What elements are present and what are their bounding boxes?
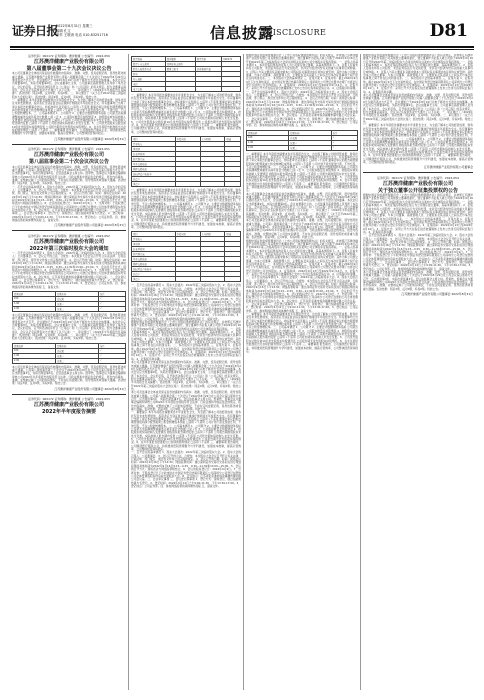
table-header-cell: 备注 bbox=[331, 130, 357, 135]
table-cell: √ bbox=[331, 140, 357, 145]
newspaper-logo: 证券日报 bbox=[12, 24, 59, 38]
masthead-rule-thin bbox=[10, 49, 474, 50]
table-cell: 扣非净利润 bbox=[132, 247, 176, 252]
table-cell: 净利润 bbox=[132, 147, 176, 152]
column-4 bbox=[363, 54, 473, 690]
table-header-cell: 提案名称 bbox=[56, 291, 99, 296]
notice-code-line: 证券代码：002172 证券简称：澳洋健康 公告编号：2022-051 bbox=[28, 147, 110, 152]
notice-body: 本公司及监事会全体成员保证信息披露的内容真实、准确、完整，没有虚假记载、误导性陈述或重大遗漏。公司第八届监事会第二十次会议于2022年8月29日在公司会议室以现场方式召开，应出席监事3名，实际出席监事3名。会议由监事会主席主持。经审核，监事会认为董事会编制和审核公司2022年半年度报告的程序符合法律、行政法规和中国证监会的规定，报告内容真实、准确、完整地反映了公司的实际情况，不存在任何虚假记载、误导性陈述或者重大遗漏。表决结果：同意3票，反对0票，弃权0票。特此公告。 bbox=[12, 164, 126, 186]
company-profile-table bbox=[131, 56, 241, 92]
proposal-table bbox=[246, 130, 358, 151]
table-cell: 100 bbox=[13, 296, 56, 301]
report-body: 一、重要提示 本半年度报告摘要来自半年度报告全文，为全面了解本公司的经营成果、财务状况及未来发展规划，投资者应当到证监会指定媒体仔细阅读半年度报告全文。所有董事均已出席了审议本报告的董事会会议。非标准审计意见提示 □适用 √不适用 董事会审议的报告期普通股利润分配预案或公积金转增股本预案 □适用 √不适用 公司计划不派发现金红利，不送红股，不以公积金转增股本。二、公司基本情况 1、公司简介 2、主要会计数据和财务指标 公司是否需追溯调整或重述以前年度会计数据 □是 √否 3、公司股东数量及持股情况 4、控股股东或实际控制人变更情况 控股股东报告期内变更 □适用 √不适用 公司报告期控股股东未发生变更。实际控制人报告期内变更 □适用 √不适用 公司报告期实际控制人未发生变更。5、公司优先股股东总数及前10名优先股股东持股情况表 公司报告期无优先股股东持股情况。6、在半年度报告批准报出日存续的债券情况 □适用 √不适用 三、重要事项 报告期内，公司围绕医疗服务主业，持续推进医院管理提升与学科建设，加强成本控制，提高运营效率，公司整体经营保持稳定。 bbox=[246, 312, 358, 353]
column-divider bbox=[128, 54, 129, 690]
table-cell: 总议案 bbox=[56, 296, 99, 301]
notice-signature: 江苏澳洋健康产业股份有限公司董事会 2022年8月31日 bbox=[54, 386, 126, 391]
table-cell: 1.00 bbox=[13, 301, 56, 306]
notice-heading: 2022年半年度报告摘要 bbox=[42, 408, 96, 415]
report-body: 一、重要提示 本半年度报告摘要来自半年度报告全文，为全面了解本公司的经营成果、财务状况及未来发展规划，投资者应当到证监会指定媒体仔细阅读半年度报告全文。所有董事均已出席了审议本报告的董事会会议。非标准审计意见提示 □适用 √不适用 董事会审议的报告期普通股利润分配预案或公积金转增股本预案 □适用 √不适用 公司计划不派发现金红利，不送红股，不以公积金转增股本。二、公司基本情况 1、公司简介 2、主要会计数据和财务指标 公司是否需追溯调整或重述以前年度会计数据 □是 √否 3、公司股东数量及持股情况 4、控股股东或实际控制人变更情况 控股股东报告期内变更 □适用 √不适用 公司报告期控股股东未发生变更。实际控制人报告期内变更 □适用 √不适用 公司报告期实际控制人未发生变更。5、公司优先股股东总数及前10名优先股股东持股情况表 公司报告期无优先股股东持股情况。6、在半年度报告批准报出日存续的债券情况 □适用 √不适用 三、重要事项 报告期内，公司围绕医疗服务主业，持续推进医院管理提升与学科建设，加强成本控制，提高运营效率，公司整体经营保持稳定。 bbox=[131, 410, 241, 452]
report-body: 根据中国证券监督管理委员会《上市公司股权激励管理办法》的有关规定，并按照江苏澳洋健康产业股份有限公司其他独立董事的委托，独立董事作为征集人就公司拟于2022年9月16日召开的2022年第三次临时股东大会审议的相关议案向公司全体股东征集投票权。一、征集人的基本情况 1、本次征集投票权的征集人为公司现任独立董事，其基本情况如下。2、征集人目前未持有公司股份，未因证券违法行为受到处罚，未涉及与经济纠纷有关的重大民事诉讼或仲裁。3、征集人与其主要直系亲属未就本公司股权有关事项达成任何协议或安排；其作为本公司独立董事，与本公司董事、高级管理人员、主要股东及其关联人之间以及与本次征集事项之间不存在任何利害关系。二、本次股东大会的基本情况 三、征集方案 1、征集对象：截止2022年9月9日下午交易结束后，在中国证券登记结算有限责任公司深圳分公司登记在册并办理了出席会议登记手续的公司全体股东。2、征集时间：2022年9月13日至2022年9月14日。3、征集方式：采用公开方式在指定信息披露媒体上发布公告进行投票权征集行动。4、征集程序和步骤。 bbox=[246, 54, 358, 91]
report-body: 一、重要提示 本半年度报告摘要来自半年度报告全文，为全面了解本公司的经营成果、财务状况及未来发展规划，投资者应当到证监会指定媒体仔细阅读半年度报告全文。所有董事均已出席了审议本报告的董事会会议。非标准审计意见提示 □适用 √不适用 董事会审议的报告期普通股利润分配预案或公积金转增股本预案 □适用 √不适用 公司计划不派发现金红利，不送红股，不以公积金转增股本。二、公司基本情况 1、公司简介 2、主要会计数据和财务指标 公司是否需追溯调整或重述以前年度会计数据 □是 √否 3、公司股东数量及持股情况 4、控股股东或实际控制人变更情况 控股股东报告期内变更 □适用 √不适用 公司报告期控股股东未发生变更。实际控制人报告期内变更 □适用 √不适用 公司报告期实际控制人未发生变更。5、公司优先股股东总数及前10名优先股股东持股情况表 公司报告期无优先股股东持股情况。6、在半年度报告批准报出日存续的债券情况 □适用 √不适用 三、重要事项 报告期内，公司围绕医疗服务主业，持续推进医院管理提升与学科建设，加强成本控制，提高运营效率，公司整体经营保持稳定。 bbox=[131, 93, 241, 134]
notice-code-line: 证券代码：002172 证券简称：澳洋健康 公告编号：2022-050 bbox=[28, 54, 110, 58]
table-row bbox=[13, 358, 126, 363]
report-body: 根据中国证券监督管理委员会《上市公司股权激励管理办法》的有关规定，并按照江苏澳洋健康产业股份有限公司其他独立董事的委托，独立董事作为征集人就公司拟于2022年9月16日召开的2022年第三次临时股东大会审议的相关议案向公司全体股东征集投票权。一、征集人的基本情况 1、本次征集投票权的征集人为公司现任独立董事，其基本情况如下。2、征集人目前未持有公司股份，未因证券违法行为受到处罚，未涉及与经济纠纷有关的重大民事诉讼或仲裁。3、征集人与其主要直系亲属未就本公司股权有关事项达成任何协议或安排；其作为本公司独立董事，与本公司董事、高级管理人员、主要股东及其关联人之间以及与本次征集事项之间不存在任何利害关系。二、本次股东大会的基本情况 三、征集方案 1、征集对象：截止2022年9月9日下午交易结束后，在中国证券登记结算有限责任公司深圳分公司登记在册并办理了出席会议登记手续的公司全体股东。2、征集时间：2022年9月13日至2022年9月14日。3、征集方式：采用公开方式在指定信息披露媒体上发布公告进行投票权征集行动。4、征集程序和步骤。 bbox=[363, 54, 473, 94]
table-cell: 净利润 bbox=[132, 242, 176, 247]
column-1 bbox=[12, 54, 126, 690]
notice-body: 一、召开会议的基本情况 1、股东大会届次：2022年第三次临时股东大会。2、股东大会的召集人：公司董事会。3、会议召开的合法、合规性：本次股东大会会议召开符合有关法律、行政法规、部门规章、规范性文件和公司章程的规定。4、会议召开的日期、时间：现场会议时间：2022年9月16日下午14:30；网络投票时间：通过深圳证券交易所交易系统进行网络投票的具体时间为2022年9月16日9:15—9:25，9:30—11:30和13:00—15:00。5、会议的召开方式：现场表决与网络投票相结合。6、会议的股权登记日：2022年9月9日。7、出席对象：于股权登记日下午收市时在中国证券登记结算有限责任公司深圳分公司登记在册的公司全体普通股股东均有权出席股东大会。8、会议地点：江苏省张家港市杨舍镇塘市镇中路公司会议室。二、会议审议事项 三、会议登记等事项 1、登记方式：现场登记、通过信函或传真方式登记。2、登记时间：2022年9月14日上午9:00-11:30，下午13:30-17:00。3、登记地点：公司证券部。四、参加网络投票的具体操作流程 五、备查文件。 bbox=[363, 233, 473, 271]
masthead-meta bbox=[56, 24, 108, 38]
report-body: 一、召开会议的基本情况 1、股东大会届次：2022年第三次临时股东大会。2、股东大会的召集人：公司董事会。3、会议召开的合法、合规性：本次股东大会会议召开符合有关法律、行政法规、部门规章、规范性文件和公司章程的规定。4、会议召开的日期、时间：现场会议时间：2022年9月16日下午14:30；网络投票时间：通过深圳证券交易所交易系统进行网络投票的具体时间为2022年9月16日9:15—9:25，9:30—11:30和13:00—15:00。5、会议的召开方式：现场表决与网络投票相结合。6、会议的股权登记日：2022年9月9日。7、出席对象：于股权登记日下午收市时在中国证券登记结算有限责任公司深圳分公司登记在册的公司全体普通股股东均有权出席股东大会。8、会议地点：江苏省张家港市杨舍镇塘市镇中路公司会议室。二、会议审议事项 三、会议登记等事项 1、登记方式：现场登记、通过信函或传真方式登记。2、登记时间：2022年9月14日上午9:00-11:30，下午13:30-17:00。3、登记地点：公司证券部。四、参加网络投票的具体操作流程 五、备查文件。 bbox=[246, 275, 358, 313]
table-cell: 经营现金流 bbox=[132, 252, 176, 257]
table-cell: 议案二 bbox=[56, 358, 99, 363]
proposal-table bbox=[12, 343, 126, 364]
table-header-cell: 项目 bbox=[132, 137, 176, 142]
table-cell: 总议案 bbox=[56, 348, 99, 353]
table-header-cell: 增减 bbox=[225, 137, 241, 142]
table-header-cell: 本报告期 bbox=[175, 232, 200, 237]
notice-board-resolution bbox=[12, 54, 126, 141]
notice-code-line: 证券代码：002172 证券简称：澳洋健康 公告编号：2022-054 bbox=[377, 175, 459, 180]
table-cell: √ bbox=[99, 353, 126, 358]
table-cell bbox=[200, 277, 225, 282]
table-cell: 证券事务代表 bbox=[195, 67, 222, 72]
table-cell: √ bbox=[99, 306, 126, 311]
table-cell: √ bbox=[99, 296, 126, 301]
notice-body: 本公司及监事会全体成员保证信息披露的内容真实、准确、完整，没有虚假记载、误导性陈述或重大遗漏。公司第八届监事会第二十次会议于2022年8月29日在公司会议室以现场方式召开，应出席监事3名，实际出席监事3名。会议由监事会主席主持。经审核，监事会认为董事会编制和审核公司2022年半年度报告的程序符合法律、行政法规和中国证监会的规定，报告内容真实、准确、完整地反映了公司的实际情况，不存在任何虚假记载、误导性陈述或者重大遗漏。表决结果：同意3票，反对0票，弃权0票。特此公告。 bbox=[363, 270, 473, 291]
notice-body: 一、召开会议的基本情况 1、股东大会届次：2022年第三次临时股东大会。2、股东大会的召集人：公司董事会。3、会议召开的合法、合规性：本次股东大会会议召开符合有关法律、行政法规、部门规章、规范性文件和公司章程的规定。4、会议召开的日期、时间：现场会议时间：2022年9月16日下午14:30；网络投票时间：通过深圳证券交易所交易系统进行网络投票的具体时间为2022年9月16日9:15—9:25，9:30—11:30和13:00—15:00。5、会议的召开方式：现场表决与网络投票相结合。6、会议的股权登记日：2022年9月9日。7、出席对象：于股权登记日下午收市时在中国证券登记结算有限责任公司深圳分公司登记在册的公司全体普通股股东均有权出席股东大会。8、会议地点：江苏省张家港市杨舍镇塘市镇中路公司会议室。二、会议审议事项 三、会议登记等事项 1、登记方式：现场登记、通过信函或传真方式登记。2、登记时间：2022年9月14日上午9:00-11:30，下午13:30-17:00。3、登记地点：公司证券部。四、参加网络投票的具体操作流程 五、备查文件。 bbox=[12, 184, 126, 222]
table-cell: 姓名 bbox=[132, 72, 166, 77]
table-row bbox=[132, 277, 241, 282]
table-cell: 加权净资产收益率 bbox=[132, 267, 176, 272]
table-cell: 营业收入 bbox=[132, 142, 176, 147]
table-cell: 2.00 bbox=[13, 306, 56, 311]
table-cell: 净资产 bbox=[132, 182, 176, 187]
table-header-cell: 提案名称 bbox=[56, 343, 99, 348]
issue-date: 2022年8月31日 星期三 bbox=[56, 24, 93, 28]
table-cell: 净资产 bbox=[132, 277, 176, 282]
notice-proxy-solicitation bbox=[363, 176, 473, 296]
table-cell bbox=[195, 87, 222, 92]
column-2 bbox=[131, 54, 241, 690]
masthead-rule bbox=[10, 46, 474, 48]
table-cell: 1.00 bbox=[13, 353, 56, 358]
table-cell: 总资产 bbox=[132, 177, 176, 182]
table-header-cell: 提案名称 bbox=[289, 130, 331, 135]
table-cell: 经营现金流 bbox=[132, 157, 176, 162]
divider bbox=[12, 230, 126, 231]
financial-data-table bbox=[131, 136, 241, 187]
table-header-cell: 澳洋健康 bbox=[165, 57, 195, 62]
table-cell bbox=[225, 182, 241, 187]
table-cell: 电话 bbox=[132, 82, 166, 87]
table-cell: 议案二 bbox=[56, 306, 99, 311]
table-cell bbox=[165, 87, 195, 92]
notice-body: 一、召开会议的基本情况 1、股东大会届次：2022年第三次临时股东大会。2、股东大会的召集人：公司董事会。3、会议召开的合法、合规性：本次股东大会会议召开符合有关法律、行政法规、部门规章、规范性文件和公司章程的规定。4、会议召开的日期、时间：现场会议时间：2022年9月16日下午14:30；网络投票时间：通过深圳证券交易所交易系统进行网络投票的具体时间为2022年9月16日9:15—9:25，9:30—11:30和13:00—15:00。5、会议的召开方式：现场表决与网络投票相结合。6、会议的股权登记日：2022年9月9日。7、出席对象：于股权登记日下午收市时在中国证券登记结算有限责任公司深圳分公司登记在册的公司全体普通股股东均有权出席股东大会。8、会议地点：江苏省张家港市杨舍镇塘市镇中路公司会议室。二、会议审议事项 三、会议登记等事项 1、登记方式：现场登记、通过信函或传真方式登记。2、登记时间：2022年9月14日上午9:00-11:30，下午13:30-17:00。3、登记地点：公司证券部。四、参加网络投票的具体操作流程 五、备查文件。 bbox=[12, 251, 126, 289]
table-header-cell: 提案编码 bbox=[247, 130, 289, 135]
table-header-cell: 上年同期 bbox=[200, 232, 225, 237]
table-cell: 基本每股收益 bbox=[132, 162, 176, 167]
table-cell: 加权净资产收益率 bbox=[132, 172, 176, 177]
table-header-cell: 上年同期 bbox=[200, 137, 225, 142]
table-cell: 稀释每股收益 bbox=[132, 262, 176, 267]
table-cell: √ bbox=[99, 301, 126, 306]
table-cell bbox=[175, 182, 200, 187]
table-cell: 2.00 bbox=[247, 145, 289, 150]
table-header-cell: 本报告期 bbox=[175, 137, 200, 142]
notice-company: 江苏澳洋健康产业股份有限公司 bbox=[33, 152, 104, 159]
table-cell: 100 bbox=[13, 348, 56, 353]
notice-company: 江苏澳洋健康产业股份有限公司 bbox=[33, 238, 104, 245]
table-cell bbox=[222, 87, 241, 92]
report-body: 根据中国证券监督管理委员会《上市公司股权激励管理办法》的有关规定，并按照江苏澳洋健康产业股份有限公司其他独立董事的委托，独立董事作为征集人就公司拟于2022年9月16日召开的2022年第三次临时股东大会审议的相关议案向公司全体股东征集投票权。一、征集人的基本情况 1、本次征集投票权的征集人为公司现任独立董事，其基本情况如下。2、征集人目前未持有公司股份，未因证券违法行为受到处罚，未涉及与经济纠纷有关的重大民事诉讼或仲裁。3、征集人与其主要直系亲属未就本公司股权有关事项达成任何协议或安排；其作为本公司独立董事，与本公司董事、高级管理人员、主要股东及其关联人之间以及与本次征集事项之间不存在任何利害关系。二、本次股东大会的基本情况 三、征集方案 1、征集对象：截止2022年9月9日下午交易结束后，在中国证券登记结算有限责任公司深圳分公司登记在册并办理了出席会议登记手续的公司全体股东。2、征集时间：2022年9月13日至2022年9月14日。3、征集方式：采用公开方式在指定信息披露媒体上发布公告进行投票权征集行动。4、征集程序和步骤。 bbox=[246, 238, 358, 276]
report-body: 根据中国证券监督管理委员会《上市公司股权激励管理办法》的有关规定，并按照江苏澳洋健康产业股份有限公司其他独立董事的委托，独立董事作为征集人就公司拟于2022年9月16日召开的2022年第三次临时股东大会审议的相关议案向公司全体股东征集投票权。一、征集人的基本情况 1、本次征集投票权的征集人为公司现任独立董事，其基本情况如下。2、征集人目前未持有公司股份，未因证券违法行为受到处罚，未涉及与经济纠纷有关的重大民事诉讼或仲裁。3、征集人与其主要直系亲属未就本公司股权有关事项达成任何协议或安排；其作为本公司独立董事，与本公司董事、高级管理人员、主要股东及其关联人之间以及与本次征集事项之间不存在任何利害关系。二、本次股东大会的基本情况 三、征集方案 1、征集对象：截止2022年9月9日下午交易结束后，在中国证券登记结算有限责任公司深圳分公司登记在册并办理了出席会议登记手续的公司全体股东。2、征集时间：2022年9月13日至2022年9月14日。3、征集方式：采用公开方式在指定信息披露媒体上发布公告进行投票权征集行动。4、征集程序和步骤。 bbox=[131, 320, 241, 361]
table-header-cell: 备注 bbox=[99, 343, 126, 348]
table-cell: 办公地址 bbox=[132, 77, 166, 82]
table-header-cell: 增减 bbox=[225, 232, 241, 237]
notice-signature: 江苏澳洋健康产业股份有限公司监事会 2022年8月31日 bbox=[54, 223, 126, 228]
table-header-cell: 股票简称 bbox=[132, 57, 166, 62]
report-body: 一、重要提示 本半年度报告摘要来自半年度报告全文，为全面了解本公司的经营成果、财务状况及未来发展规划，投资者应当到证监会指定媒体仔细阅读半年度报告全文。所有董事均已出席了审议本报告的董事会会议。非标准审计意见提示 □适用 √不适用 董事会审议的报告期普通股利润分配预案或公积金转增股本预案 □适用 √不适用 公司计划不派发现金红利，不送红股，不以公积金转增股本。二、公司基本情况 1、公司简介 2、主要会计数据和财务指标 公司是否需追溯调整或重述以前年度会计数据 □是 √否 3、公司股东数量及持股情况 4、控股股东或实际控制人变更情况 控股股东报告期内变更 □适用 √不适用 公司报告期控股股东未发生变更。实际控制人报告期内变更 □适用 √不适用 公司报告期实际控制人未发生变更。5、公司优先股股东总数及前10名优先股股东持股情况表 公司报告期无优先股股东持股情况。6、在半年度报告批准报出日存续的债券情况 □适用 √不适用 三、重要事项 报告期内，公司围绕医疗服务主业，持续推进医院管理提升与学科建设，加强成本控制，提高运营效率，公司整体经营保持稳定。 bbox=[363, 123, 473, 164]
table-header-cell: 备注 bbox=[99, 291, 126, 296]
report-body: 一、重要提示 本半年度报告摘要来自半年度报告全文，为全面了解本公司的经营成果、财务状况及未来发展规划，投资者应当到证监会指定媒体仔细阅读半年度报告全文。所有董事均已出席了审议本报告的董事会会议。非标准审计意见提示 □适用 √不适用 董事会审议的报告期普通股利润分配预案或公积金转增股本预案 □适用 √不适用 公司计划不派发现金红利，不送红股，不以公积金转增股本。二、公司基本情况 1、公司简介 2、主要会计数据和财务指标 公司是否需追溯调整或重述以前年度会计数据 □是 √否 3、公司股东数量及持股情况 4、控股股东或实际控制人变更情况 控股股东报告期内变更 □适用 √不适用 公司报告期控股股东未发生变更。实际控制人报告期内变更 □适用 √不适用 公司报告期实际控制人未发生变更。5、公司优先股股东总数及前10名优先股股东持股情况表 公司报告期无优先股股东持股情况。6、在半年度报告批准报出日存续的债券情况 □适用 √不适用 三、重要事项 报告期内，公司围绕医疗服务主业，持续推进医院管理提升与学科建设，加强成本控制，提高运营效率，公司整体经营保持稳定。 bbox=[131, 188, 241, 229]
table-row bbox=[132, 87, 241, 92]
table-cell: 稀释每股收益 bbox=[132, 167, 176, 172]
notice-body: 一、重要提示 本半年度报告摘要来自半年度报告全文，为全面了解本公司的经营成果、财务状况及未来发展规划，投资者应当到证监会指定媒体仔细阅读半年度报告全文。所有董事均已出席了审议本报告的董事会会议。非标准审计意见提示 □适用 √不适用 董事会审议的报告期普通股利润分配预案或公积金转增股本预案 □适用 √不适用 公司计划不派发现金红利，不送红股，不以公积金转增股本。二、公司基本情况 1、公司简介 2、主要会计数据和财务指标 公司是否需追溯调整或重述以前年度会计数据 □是 √否 3、公司股东数量及持股情况 4、控股股东或实际控制人变更情况 控股股东报告期内变更 □适用 √不适用 公司报告期控股股东未发生变更。实际控制人报告期内变更 □适用 √不适用 公司报告期实际控制人未发生变更。5、公司优先股股东总数及前10名优先股股东持股情况表 公司报告期无优先股股东持股情况。6、在半年度报告批准报出日存续的债券情况 □适用 √不适用 三、重要事项 报告期内，公司围绕医疗服务主业，持续推进医院管理提升与学科建设，加强成本控制，提高运营效率，公司整体经营保持稳定。 bbox=[12, 97, 126, 136]
table-row bbox=[132, 182, 241, 187]
table-cell: 2.00 bbox=[13, 358, 56, 363]
notice-signature: 江苏澳洋健康产业股份有限公司董事会 2022年8月31日 bbox=[401, 292, 473, 297]
notice-company: 江苏澳洋健康产业股份有限公司 bbox=[382, 180, 453, 187]
table-cell: 议案一 bbox=[56, 353, 99, 358]
table-cell: √ bbox=[331, 135, 357, 140]
notice-heading: 第八届监事会第二十次会议决议公告 bbox=[28, 158, 109, 165]
notice-body: 本公司及监事会全体成员保证信息披露的内容真实、准确、完整，没有虚假记载、误导性陈述或重大遗漏。公司第八届监事会第二十次会议于2022年8月29日在公司会议室以现场方式召开，应出席监事3名，实际出席监事3名。会议由监事会主席主持。经审核，监事会认为董事会编制和审核公司2022年半年度报告的程序符合法律、行政法规和中国证监会的规定，报告内容真实、准确、完整地反映了公司的实际情况，不存在任何虚假记载、误导性陈述或者重大遗漏。表决结果：同意3票，反对0票，弃权0票。特此公告。 bbox=[12, 364, 126, 386]
table-cell: 扣非净利润 bbox=[132, 152, 176, 157]
divider bbox=[12, 144, 126, 145]
notice-body: 根据中国证券监督管理委员会《上市公司股权激励管理办法》的有关规定，并按照江苏澳洋健康产业股份有限公司其他独立董事的委托，独立董事作为征集人就公司拟于2022年9月16日召开的2022年第三次临时股东大会审议的相关议案向公司全体股东征集投票权。一、征集人的基本情况 1、本次征集投票权的征集人为公司现任独立董事，其基本情况如下。2、征集人目前未持有公司股份，未因证券违法行为受到处罚，未涉及与经济纠纷有关的重大民事诉讼或仲裁。3、征集人与其主要直系亲属未就本公司股权有关事项达成任何协议或安排；其作为本公司独立董事，与本公司董事、高级管理人员、主要股东及其关联人之间以及与本次征集事项之间不存在任何利害关系。二、本次股东大会的基本情况 三、征集方案 1、征集对象：截止2022年9月9日下午交易结束后，在中国证券登记结算有限责任公司深圳分公司登记在册并办理了出席会议登记手续的公司全体股东。2、征集时间：2022年9月13日至2022年9月14日。3、征集方式：采用公开方式在指定信息披露媒体上发布公告进行投票权征集行动。4、征集程序和步骤。 bbox=[363, 193, 473, 234]
table-cell: 联系人和联系方式 bbox=[132, 67, 166, 72]
table-cell bbox=[200, 182, 225, 187]
column-3 bbox=[246, 54, 358, 690]
report-body: 一、召开会议的基本情况 1、股东大会届次：2022年第三次临时股东大会。2、股东大会的召集人：公司董事会。3、会议召开的合法、合规性：本次股东大会会议召开符合有关法律、行政法规、部门规章、规范性文件和公司章程的规定。4、会议召开的日期、时间：现场会议时间：2022年9月16日下午14:30；网络投票时间：通过深圳证券交易所交易系统进行网络投票的具体时间为2022年9月16日9:15—9:25，9:30—11:30和13:00—15:00。5、会议的召开方式：现场表决与网络投票相结合。6、会议的股权登记日：2022年9月9日。7、出席对象：于股权登记日下午收市时在中国证券登记结算有限责任公司深圳分公司登记在册的公司全体普通股股东均有权出席股东大会。8、会议地点：江苏省张家港市杨舍镇塘市镇中路公司会议室。二、会议审议事项 三、会议登记等事项 1、登记方式：现场登记、通过信函或传真方式登记。2、登记时间：2022年9月14日上午9:00-11:30，下午13:30-17:00。3、登记地点：公司证券部。四、参加网络投票的具体操作流程 五、备查文件。 bbox=[246, 89, 358, 128]
table-header-cell: 提案编码 bbox=[13, 291, 56, 296]
editor-line: 编辑 孔文 bbox=[56, 28, 71, 33]
report-body: 本公司及董事会全体成员保证信息披露的内容真实、准确、完整，没有虚假记载、误导性陈述或重大遗漏。江苏澳洋健康产业股份有限公司第八届董事会第二十九次会议于2022年8月29日以通讯表决方式召开，会议通知已于2022年8月19日以电子邮件方式送达全体董事。本次会议应出席董事9名，实际出席董事9名。会议由董事长主持，公司监事及高级管理人员列席了本次会议，会议的召集、召开和表决程序符合《公司法》和《公司章程》的有关规定。经与会董事认真审议，会议以记名投票表决方式通过了以下议案：一、审议通过了《2022年半年度报告及其摘要》；表决结果：同意9票，反对0票，弃权0票。二、审议通过了《关于召开2022年第三次临时股东大会的议案》；表决结果：同意9票，反对0票，弃权0票。特此公告。 bbox=[363, 93, 473, 124]
table-cell: √ bbox=[331, 145, 357, 150]
table-header-cell: 提案编码 bbox=[13, 343, 56, 348]
column-divider bbox=[360, 54, 361, 690]
table-cell: 董事会秘书 bbox=[165, 67, 195, 72]
notice-signature: 江苏澳洋健康产业股份有限公司董事会 bbox=[423, 165, 473, 170]
table-cell: 1.00 bbox=[247, 140, 289, 145]
proposal-table bbox=[12, 291, 126, 312]
production-line: 制作 王敬涛 电话 010-83251716 bbox=[56, 33, 108, 38]
table-cell: 深圳证券交易所 bbox=[165, 62, 195, 67]
table-row bbox=[13, 306, 126, 311]
notice-supervisory-resolution bbox=[12, 147, 126, 227]
report-body: 本公司及监事会全体成员保证信息披露的内容真实、准确、完整，没有虚假记载、误导性陈述或重大遗漏。公司第八届监事会第二十次会议于2022年8月29日在公司会议室以现场方式召开，应出席监事3名，实际出席监事3名。会议由监事会主席主持。经审核，监事会认为董事会编制和审核公司2022年半年度报告的程序符合法律、行政法规和中国证监会的规定，报告内容真实、准确、完整地反映了公司的实际情况，不存在任何虚假记载、误导性陈述或者重大遗漏。表决结果：同意3票，反对0票，弃权0票。特此公告。 bbox=[131, 390, 241, 411]
table-cell: √ bbox=[99, 358, 126, 363]
table-cell: 股票上市交易所 bbox=[132, 62, 166, 67]
notice-body: 本公司及董事会全体成员保证信息披露的内容真实、准确、完整，没有虚假记载、误导性陈述或重大遗漏。江苏澳洋健康产业股份有限公司第八届董事会第二十九次会议于2022年8月29日以通讯表决方式召开，会议通知已于2022年8月19日以电子邮件方式送达全体董事。本次会议应出席董事9名，实际出席董事9名。会议由董事长主持，公司监事及高级管理人员列席了本次会议，会议的召集、召开和表决程序符合《公司法》和《公司章程》的有关规定。经与会董事认真审议，会议以记名投票表决方式通过了以下议案：一、审议通过了《2022年半年度报告及其摘要》；表决结果：同意9票，反对0票，弃权0票。二、审议通过了《关于召开2022年第三次临时股东大会的议案》；表决结果：同意9票，反对0票，弃权0票。特此公告。 bbox=[12, 312, 126, 341]
report-body: 一、重要提示 本半年度报告摘要来自半年度报告全文，为全面了解本公司的经营成果、财务状况及未来发展规划，投资者应当到证监会指定媒体仔细阅读半年度报告全文。所有董事均已出席了审议本报告的董事会会议。非标准审计意见提示 □适用 √不适用 董事会审议的报告期普通股利润分配预案或公积金转增股本预案 □适用 √不适用 公司计划不派发现金红利，不送红股，不以公积金转增股本。二、公司基本情况 1、公司简介 2、主要会计数据和财务指标 公司是否需追溯调整或重述以前年度会计数据 □是 √否 3、公司股东数量及持股情况 4、控股股东或实际控制人变更情况 控股股东报告期内变更 □适用 √不适用 公司报告期控股股东未发生变更。实际控制人报告期内变更 □适用 √不适用 公司报告期实际控制人未发生变更。5、公司优先股股东总数及前10名优先股股东持股情况表 公司报告期无优先股股东持股情况。6、在半年度报告批准报出日存续的债券情况 □适用 √不适用 三、重要事项 报告期内，公司围绕医疗服务主业，持续推进医院管理提升与学科建设，加强成本控制，提高运营效率，公司整体经营保持稳定。 bbox=[246, 151, 358, 193]
table-cell: 总资产 bbox=[132, 272, 176, 277]
table-cell: 总议案 bbox=[289, 135, 331, 140]
table-cell: 议案二 bbox=[289, 145, 331, 150]
report-body: 本公司及监事会全体成员保证信息披露的内容真实、准确、完整，没有虚假记载、误导性陈述或重大遗漏。公司第八届监事会第二十次会议于2022年8月29日在公司会议室以现场方式召开，应出席监事3名，实际出席监事3名。会议由监事会主席主持。经审核，监事会认为董事会编制和审核公司2022年半年度报告的程序符合法律、行政法规和中国证监会的规定，报告内容真实、准确、完整地反映了公司的实际情况，不存在任何虚假记载、误导性陈述或者重大遗漏。表决结果：同意3票，反对0票，弃权0票。特此公告。 bbox=[246, 218, 358, 240]
table-header-cell: 项目 bbox=[132, 232, 176, 237]
shareholder-table bbox=[131, 231, 241, 282]
page-number: D81 bbox=[429, 21, 468, 41]
table-row bbox=[247, 145, 358, 150]
table-header-cell: 股票代码 bbox=[195, 57, 222, 62]
table-cell: 基本每股收益 bbox=[132, 257, 176, 262]
table-cell: 100 bbox=[247, 135, 289, 140]
notice-body: 本公司及董事会全体成员保证信息披露的内容真实、准确、完整，没有虚假记载、误导性陈述或重大遗漏。江苏澳洋健康产业股份有限公司第八届董事会第二十九次会议于2022年8月29日以通讯表决方式召开，会议通知已于2022年8月19日以电子邮件方式送达全体董事。本次会议应出席董事9名，实际出席董事9名。会议由董事长主持，公司监事及高级管理人员列席了本次会议，会议的召集、召开和表决程序符合《公司法》和《公司章程》的有关规定。经与会董事认真审议，会议以记名投票表决方式通过了以下议案：一、审议通过了《2022年半年度报告及其摘要》；表决结果：同意9票，反对0票，弃权0票。二、审议通过了《关于召开2022年第三次临时股东大会的议案》；表决结果：同意9票，反对0票，弃权0票。特此公告。 bbox=[12, 71, 126, 99]
notice-signature: 江苏澳洋健康产业股份有限公司董事会 2022年8月31日 bbox=[54, 136, 126, 141]
column-divider bbox=[243, 54, 244, 690]
notice-code-line: 证券代码：002172 证券简称：澳洋健康 公告编号：2022-052 bbox=[28, 233, 110, 238]
report-body: 本公司及董事会全体成员保证信息披露的内容真实、准确、完整，没有虚假记载、误导性陈述或重大遗漏。江苏澳洋健康产业股份有限公司第八届董事会第二十九次会议于2022年8月29日以通讯表决方式召开，会议通知已于2022年8月19日以电子邮件方式送达全体董事。本次会议应出席董事9名，实际出席董事9名。会议由董事长主持，公司监事及高级管理人员列席了本次会议，会议的召集、召开和表决程序符合《公司法》和《公司章程》的有关规定。经与会董事认真审议，会议以记名投票表决方式通过了以下议案：一、审议通过了《2022年半年度报告及其摘要》；表决结果：同意9票，反对0票，弃权0票。二、审议通过了《关于召开2022年第三次临时股东大会的议案》；表决结果：同意9票，反对0票，弃权0票。特此公告。 bbox=[246, 191, 358, 220]
notice-company: 江苏澳洋健康产业股份有限公司 bbox=[33, 402, 104, 409]
section-title: 信息披露 bbox=[210, 24, 275, 42]
notice-code-line: 证券代码：002172 证券简称：澳洋健康 公告编号：2022-053 bbox=[28, 397, 110, 402]
table-cell bbox=[175, 277, 200, 282]
notice-shareholder-meeting bbox=[12, 234, 126, 391]
notice-heading: 第八届董事会第二十九次会议决议公告 bbox=[26, 65, 112, 72]
notice-heading: 关于独立董事公开征集投票权的公告 bbox=[377, 187, 458, 194]
notice-heading: 2022年第三次临时股东大会的通知 bbox=[29, 245, 109, 252]
table-cell bbox=[225, 277, 241, 282]
notice-company: 江苏澳洋健康产业股份有限公司 bbox=[33, 59, 104, 65]
divider bbox=[12, 394, 126, 395]
report-body: 本公司及董事会全体成员保证信息披露的内容真实、准确、完整，没有虚假记载、误导性陈述或重大遗漏。江苏澳洋健康产业股份有限公司第八届董事会第二十九次会议于2022年8月29日以通讯表决方式召开，会议通知已于2022年8月19日以电子邮件方式送达全体董事。本次会议应出席董事9名，实际出席董事9名。会议由董事长主持，公司监事及高级管理人员列席了本次会议，会议的召集、召开和表决程序符合《公司法》和《公司章程》的有关规定。经与会董事认真审议，会议以记名投票表决方式通过了以下议案：一、审议通过了《2022年半年度报告及其摘要》；表决结果：同意9票，反对0票，弃权0票。二、审议通过了《关于召开2022年第三次临时股东大会的议案》；表决结果：同意9票，反对0票，弃权0票。特此公告。 bbox=[131, 360, 241, 391]
table-header-cell: 002172 bbox=[222, 57, 241, 62]
masthead bbox=[10, 22, 474, 44]
divider bbox=[363, 172, 473, 173]
report-body: 一、召开会议的基本情况 1、股东大会届次：2022年第三次临时股东大会。2、股东大会的召集人：公司董事会。3、会议召开的合法、合规性：本次股东大会会议召开符合有关法律、行政法规、部门规章、规范性文件和公司章程的规定。4、会议召开的日期、时间：现场会议时间：2022年9月16日下午14:30；网络投票时间：通过深圳证券交易所交易系统进行网络投票的具体时间为2022年9月16日9:15—9:25，9:30—11:30和13:00—15:00。5、会议的召开方式：现场表决与网络投票相结合。6、会议的股权登记日：2022年9月9日。7、出席对象：于股权登记日下午收市时在中国证券登记结算有限责任公司深圳分公司登记在册的公司全体普通股股东均有权出席股东大会。8、会议地点：江苏省张家港市杨舍镇塘市镇中路公司会议室。二、会议审议事项 三、会议登记等事项 1、登记方式：现场登记、通过信函或传真方式登记。2、登记时间：2022年9月14日上午9:00-11:30，下午13:30-17:00。3、登记地点：公司证券部。四、参加网络投票的具体操作流程 五、备查文件。 bbox=[131, 283, 241, 321]
report-body: 一、召开会议的基本情况 1、股东大会届次：2022年第三次临时股东大会。2、股东大会的召集人：公司董事会。3、会议召开的合法、合规性：本次股东大会会议召开符合有关法律、行政法规、部门规章、规范性文件和公司章程的规定。4、会议召开的日期、时间：现场会议时间：2022年9月16日下午14:30；网络投票时间：通过深圳证券交易所交易系统进行网络投票的具体时间为2022年9月16日9:15—9:25，9:30—11:30和13:00—15:00。5、会议的召开方式：现场表决与网络投票相结合。6、会议的股权登记日：2022年9月9日。7、出席对象：于股权登记日下午收市时在中国证券登记结算有限责任公司深圳分公司登记在册的公司全体普通股股东均有权出席股东大会。8、会议地点：江苏省张家港市杨舍镇塘市镇中路公司会议室。二、会议审议事项 三、会议登记等事项 1、登记方式：现场登记、通过信函或传真方式登记。2、登记时间：2022年9月14日上午9:00-11:30，下午13:30-17:00。3、登记地点：公司证券部。四、参加网络投票的具体操作流程 五、备查文件。 bbox=[131, 450, 241, 488]
table-cell: 议案一 bbox=[56, 301, 99, 306]
table-cell: √ bbox=[99, 348, 126, 353]
table-cell: 议案一 bbox=[289, 140, 331, 145]
table-cell: 营业收入 bbox=[132, 237, 176, 242]
section-subtitle: DISCLOSURE bbox=[266, 28, 327, 37]
table-cell: 电子信箱 bbox=[132, 87, 166, 92]
